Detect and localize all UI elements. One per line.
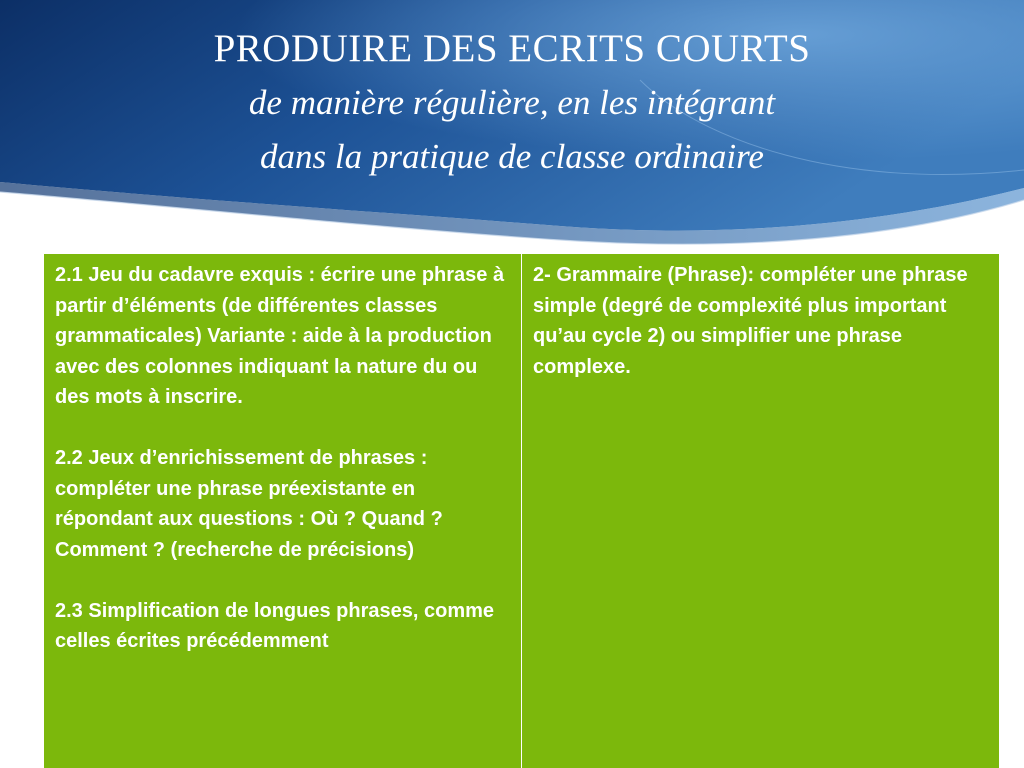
cell-paragraph: 2.2 Jeux d’enrichissement de phrases : compléter une phrase préexistante en répondant aux questions : Où ? Quand ? Comment ? (recherche de précisions) — [55, 447, 443, 561]
table-cell-left — [44, 254, 522, 768]
table-row — [44, 254, 1000, 768]
table-cell-right — [522, 254, 1000, 768]
content-table — [43, 253, 1000, 768]
page-title: PRODUIRE DES ECRITS COURTS — [213, 27, 811, 70]
cell-paragraph: 2- Grammaire (Phrase): compléter une phrase simple (degré de complexité plus important qu’au cycle 2) ou simplifier une phrase complexe. — [533, 264, 968, 378]
cell-paragraph: 2.1 Jeu du cadavre exquis : écrire une phrase à partir d’éléments (de différentes classes grammaticales) Variante : aide à la production avec des colonnes indiquant la nature du ou des mots à inscrire. — [55, 264, 505, 408]
page-subtitle-line-2: dans la pratique de classe ordinaire — [260, 137, 764, 176]
title-block — [0, 22, 1024, 184]
page-subtitle-line-1: de manière régulière, en les intégrant — [248, 83, 776, 122]
cell-paragraph: 2.3 Simplification de longues phrases, comme celles écrites précédemment — [55, 599, 495, 652]
